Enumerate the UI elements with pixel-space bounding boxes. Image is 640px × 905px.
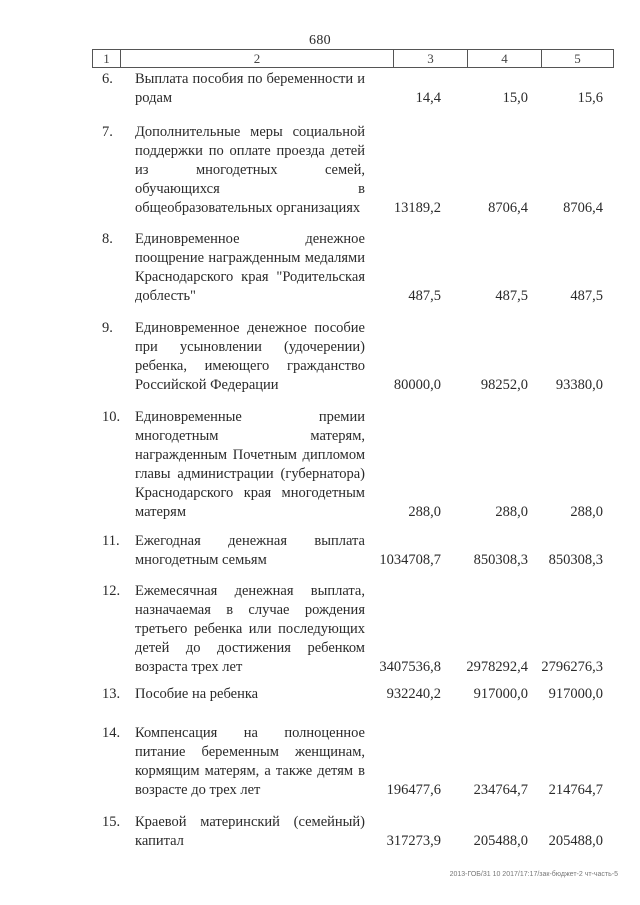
value-col-3: 288,0 (408, 504, 441, 520)
value-col-5: 487,5 (570, 288, 603, 304)
header-col-3: 3 (394, 50, 468, 67)
row-description: Дополнительные меры социальной поддержки по оплате проезда детей из многодетных семей, обучающихся в общеобразовательных организациях (135, 124, 365, 216)
value-col-4: 205488,0 (473, 833, 528, 849)
footer-file-stamp: 2013-ГОБ/31 10 2017/17:17/зак-бюджет-2 чт-часть-5 (449, 871, 618, 878)
table-row (0, 408, 640, 522)
value-col-5: 917000,0 (548, 686, 603, 702)
row-number: 11. (102, 533, 120, 549)
value-col-5: 2796276,3 (541, 659, 603, 675)
row-number: 13. (102, 686, 121, 702)
row-description: Ежегодная денежная выплата многодетным семьям (135, 533, 365, 568)
table-row (0, 70, 640, 108)
value-col-5: 8706,4 (563, 200, 603, 216)
value-col-5: 288,0 (570, 504, 603, 520)
value-col-4: 8706,4 (488, 200, 528, 216)
value-col-3: 14,4 (415, 90, 441, 106)
row-description: Компенсация на полноценное питание беременным женщинам, кормящим матерям, а также детям в возрасте до трех лет (135, 725, 365, 798)
table-row (0, 123, 640, 218)
row-number: 10. (102, 409, 121, 425)
header-col-2: 2 (121, 50, 394, 67)
value-col-3: 932240,2 (386, 686, 441, 702)
row-number: 12. (102, 583, 121, 599)
row-number: 14. (102, 725, 121, 741)
value-col-4: 98252,0 (480, 377, 528, 393)
header-col-4: 4 (468, 50, 542, 67)
value-col-3: 80000,0 (393, 377, 441, 393)
table-row (0, 582, 640, 677)
table-row (0, 230, 640, 306)
value-col-3: 317273,9 (386, 833, 441, 849)
row-description: Ежемесячная денежная выплата, назначаемая в случае рождения третьего ребенка или последующих детей до достижения ребенком возраста трех лет (135, 583, 365, 675)
row-number: 8. (102, 231, 113, 247)
value-col-4: 288,0 (495, 504, 528, 520)
value-col-4: 234764,7 (473, 782, 528, 798)
value-col-5: 850308,3 (548, 552, 603, 568)
table-row (0, 685, 640, 704)
value-col-4: 917000,0 (473, 686, 528, 702)
header-col-5: 5 (574, 51, 581, 66)
table-header (92, 49, 614, 68)
row-number: 7. (102, 124, 113, 140)
value-col-5: 214764,7 (548, 782, 603, 798)
value-col-4: 15,0 (502, 90, 528, 106)
row-number: 15. (102, 814, 121, 830)
value-col-3: 487,5 (408, 288, 441, 304)
value-col-3: 3407536,8 (379, 659, 441, 675)
row-description: Пособие на ребенка (135, 686, 259, 702)
row-number: 6. (102, 71, 113, 87)
row-description: Краевой материнский (семейный) капитал (135, 814, 365, 849)
value-col-5: 93380,0 (555, 377, 603, 393)
row-description: Единовременные премии многодетным матерям, награжденным Почетным дипломом главы администрации (губернатора) Краснодарского края многодетным матерям (135, 409, 365, 520)
page-number: 680 (309, 33, 331, 48)
value-col-4: 2978292,4 (466, 659, 528, 675)
table-row (0, 319, 640, 395)
table-row (0, 724, 640, 800)
value-col-5: 205488,0 (548, 833, 603, 849)
value-col-5: 15,6 (577, 90, 603, 106)
row-description: Выплата пособия по беременности и родам (135, 71, 365, 106)
header-col-1: 1 (93, 50, 121, 67)
value-col-3: 196477,6 (386, 782, 441, 798)
table-row (0, 813, 640, 851)
value-col-3: 1034708,7 (379, 552, 441, 568)
row-number: 9. (102, 320, 113, 336)
row-description: Единовременное денежное поощрение награжденным медалями Краснодарского края "Родительская доблесть" (135, 231, 365, 304)
table-row (0, 532, 640, 570)
value-col-4: 850308,3 (473, 552, 528, 568)
value-col-4: 487,5 (495, 288, 528, 304)
row-description: Единовременное денежное пособие при усыновлении (удочерении) ребенка, имеющего гражданство Российской Федерации (135, 320, 365, 393)
value-col-3: 13189,2 (393, 200, 441, 216)
